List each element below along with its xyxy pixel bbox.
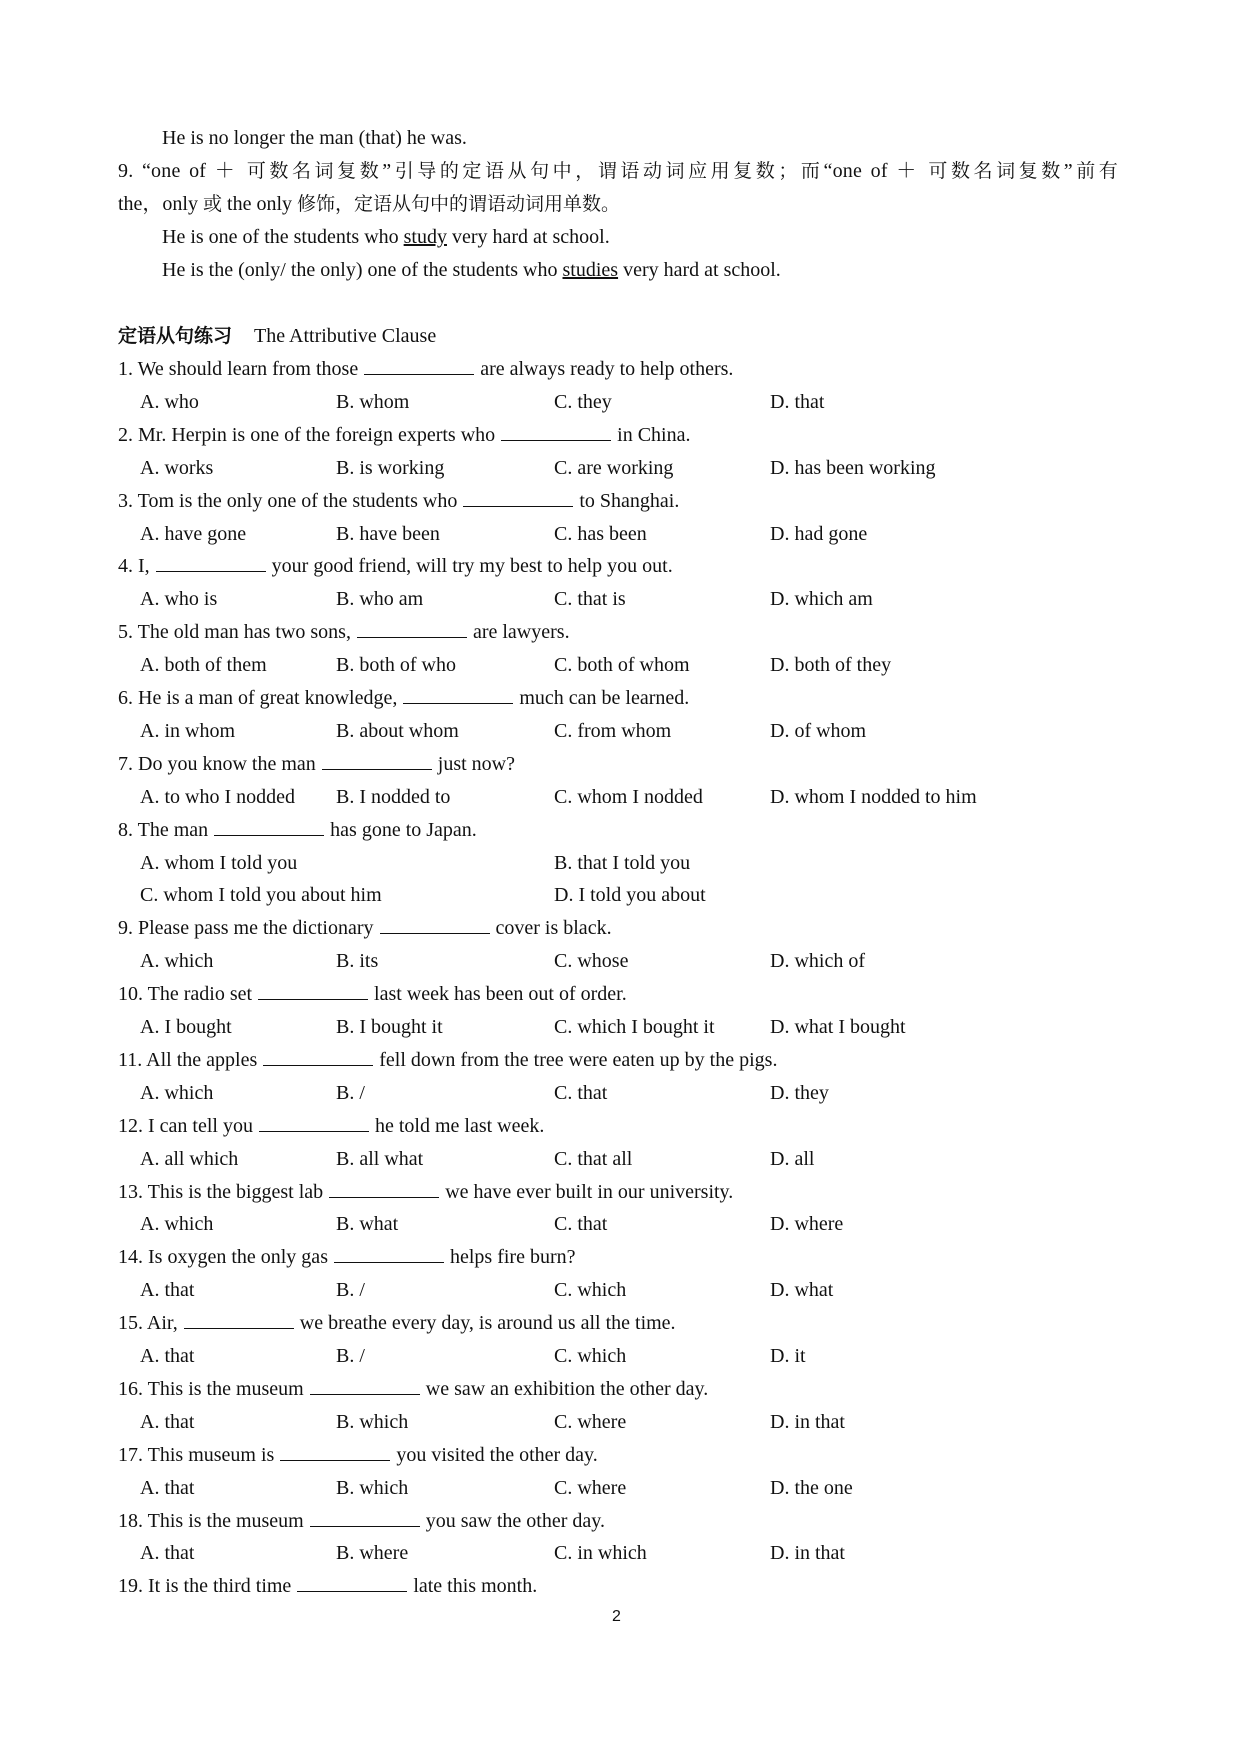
answer-blank[interactable]	[156, 553, 266, 572]
option-b[interactable]: B. where	[336, 1542, 409, 1564]
option-a[interactable]: A. whom I told you	[140, 852, 298, 874]
question-2	[118, 421, 690, 449]
question-stem-end: you saw the other day.	[425, 1510, 605, 1532]
option-d[interactable]: D. in that	[770, 1542, 845, 1564]
rule-text: ”	[1063, 160, 1073, 182]
option-c[interactable]: C. whom I nodded	[554, 786, 703, 808]
rule-9-example-1	[162, 223, 610, 251]
intro-example-line: He is no longer the man (that) he was.	[162, 127, 467, 149]
section-title-zh: 定语从句练习	[118, 325, 233, 347]
option-c[interactable]: C. both of whom	[554, 654, 690, 676]
option-b[interactable]: B. whom	[336, 391, 410, 413]
question-stem-end: we have ever built in our university.	[445, 1181, 734, 1203]
option-b[interactable]: B. its	[336, 950, 379, 972]
question-stem: 15. Air,	[118, 1312, 178, 1334]
option-b[interactable]: B. /	[336, 1082, 365, 1104]
question-12	[118, 1112, 544, 1140]
answer-blank[interactable]	[297, 1573, 407, 1592]
answer-blank[interactable]	[403, 685, 513, 704]
question-stem: 17. This museum is	[118, 1444, 275, 1466]
option-d[interactable]: D. of whom	[770, 720, 867, 742]
rule-text-zh: 可数名词复数	[928, 160, 1064, 182]
question-stem: 16. This is the museum	[118, 1378, 304, 1400]
question-stem: 12. I can tell you	[118, 1115, 253, 1137]
answer-blank[interactable]	[263, 1047, 373, 1066]
option-a[interactable]: A. that	[140, 1477, 195, 1499]
question-stem-end: has gone to Japan.	[330, 819, 477, 841]
question-14	[118, 1243, 576, 1271]
answer-blank[interactable]	[259, 1113, 369, 1132]
question-stem: 4. I,	[118, 555, 150, 577]
option-d[interactable]: D. it	[770, 1345, 806, 1367]
option-b[interactable]: B. which	[336, 1477, 409, 1499]
option-a[interactable]: A. which	[140, 1082, 214, 1104]
option-d[interactable]: D. all	[770, 1148, 815, 1170]
question-stem: 5. The old man has two sons,	[118, 621, 351, 643]
question-stem-end: are always ready to help others.	[480, 358, 734, 380]
option-b[interactable]: B. which	[336, 1411, 409, 1433]
answer-blank[interactable]	[357, 619, 467, 638]
option-b[interactable]: B. I bought it	[336, 1016, 443, 1038]
question-13	[118, 1178, 733, 1206]
question-15	[118, 1309, 676, 1337]
rule-text: 9. “one of ＋	[118, 160, 247, 182]
option-b[interactable]: B. /	[336, 1345, 365, 1367]
option-b[interactable]: B. who am	[336, 588, 424, 610]
option-c[interactable]: C. has been	[554, 523, 647, 545]
option-c[interactable]: C. which	[554, 1345, 627, 1367]
question-stem-end: are lawyers.	[472, 621, 570, 643]
option-a[interactable]: A. have gone	[140, 523, 247, 545]
option-a[interactable]: A. who is	[140, 588, 218, 610]
option-d[interactable]: D. where	[770, 1213, 844, 1235]
option-d[interactable]: D. the one	[770, 1477, 853, 1499]
option-c[interactable]: C. they	[554, 391, 612, 413]
option-b[interactable]: B. that I told you	[554, 852, 691, 874]
option-d[interactable]: D. that	[770, 391, 825, 413]
question-stem: 9. Please pass me the dictionary	[118, 917, 374, 939]
rule-text-zh: 可数名词复数	[246, 160, 383, 182]
question-stem-end: we breathe every day, is around us all the time.	[299, 1312, 676, 1334]
option-c[interactable]: C. where	[554, 1411, 627, 1433]
question-stem-end: you visited the other day.	[396, 1444, 598, 1466]
option-c[interactable]: C. which I bought it	[554, 1016, 715, 1038]
rule-text: the，only	[118, 193, 203, 215]
answer-blank[interactable]	[214, 817, 324, 836]
option-b[interactable]: B. what	[336, 1213, 399, 1235]
option-c[interactable]: C. are working	[554, 457, 674, 479]
option-a[interactable]: A. who	[140, 391, 199, 413]
rule-text-zh: 引导的定语从句中，谓语动词应用复数；而	[391, 160, 824, 182]
question-stem-end: in China.	[617, 424, 691, 446]
question-stem-end: helps fire burn?	[449, 1246, 576, 1268]
question-stem: 7. Do you know the man	[118, 753, 316, 775]
rule-text-zh: 修饰，定语从句中的谓语动词用单数。	[297, 193, 621, 215]
option-c[interactable]: C. in which	[554, 1542, 647, 1564]
option-b[interactable]: B. I nodded to	[336, 786, 451, 808]
answer-blank[interactable]	[463, 488, 573, 507]
rule-9-example-2	[162, 256, 781, 284]
option-d[interactable]: D. what I bought	[770, 1016, 906, 1038]
question-17	[118, 1441, 598, 1469]
question-stem: 14. Is oxygen the only gas	[118, 1246, 328, 1268]
option-d[interactable]: D. they	[770, 1082, 829, 1104]
option-c[interactable]: C. which	[554, 1279, 627, 1301]
option-a[interactable]: A. that	[140, 1542, 195, 1564]
question-3	[118, 487, 679, 515]
option-a[interactable]: A. which	[140, 950, 214, 972]
option-a[interactable]: A. that	[140, 1345, 195, 1367]
question-stem: 8. The man	[118, 819, 209, 841]
option-d[interactable]: D. which of	[770, 950, 865, 972]
option-c[interactable]: C. that	[554, 1082, 608, 1104]
option-b[interactable]: B. both of who	[336, 654, 456, 676]
answer-blank[interactable]	[380, 915, 490, 934]
option-d[interactable]: D. which am	[770, 588, 873, 610]
option-b[interactable]: B. is working	[336, 457, 445, 479]
question-stem: 11. All the apples	[118, 1049, 258, 1071]
question-stem: 1. We should learn from those	[118, 358, 359, 380]
option-a[interactable]: A. both of them	[140, 654, 267, 676]
option-d[interactable]: D. I told you about	[554, 884, 706, 906]
underlined-verb: studies	[562, 259, 619, 281]
option-d[interactable]: D. has been working	[770, 457, 936, 479]
example-text: He is the (only/ the only) one of the students who	[162, 259, 563, 281]
option-c[interactable]: C. that	[554, 1213, 608, 1235]
option-d[interactable]: D. had gone	[770, 523, 868, 545]
question-9	[118, 914, 612, 942]
rule-text: the only	[222, 193, 298, 215]
question-18	[118, 1507, 605, 1535]
question-stem-end: much can be learned.	[519, 687, 690, 709]
question-stem: 13. This is the biggest lab	[118, 1181, 324, 1203]
example-text: He is one of the students who	[162, 226, 404, 248]
option-a[interactable]: A. in whom	[140, 720, 235, 742]
option-b[interactable]: B. all what	[336, 1148, 424, 1170]
page-number: 2	[612, 1608, 621, 1625]
answer-blank[interactable]	[310, 1508, 420, 1527]
option-c[interactable]: C. from whom	[554, 720, 672, 742]
question-4	[118, 552, 673, 580]
answer-blank[interactable]	[322, 751, 432, 770]
answer-blank[interactable]	[258, 981, 368, 1000]
option-c[interactable]: C. whose	[554, 950, 629, 972]
underlined-verb: study	[403, 226, 447, 248]
answer-blank[interactable]	[364, 356, 474, 375]
rule-9-line-1	[118, 157, 1118, 185]
question-stem-end: last week has been out of order.	[374, 983, 627, 1005]
answer-blank[interactable]	[280, 1442, 390, 1461]
question-stem: 19. It is the third time	[118, 1575, 292, 1597]
question-1	[118, 355, 733, 383]
question-stem-end: your good friend, will try my best to help you out.	[271, 555, 673, 577]
rule-text-zh: 或	[203, 193, 223, 215]
section-title-en: The Attributive Clause	[254, 325, 437, 347]
rule-text: “one of ＋	[823, 160, 929, 182]
question-stem: 10. The radio set	[118, 983, 253, 1005]
question-stem-end: fell down from the tree were eaten up by the pigs.	[379, 1049, 778, 1071]
rule-text: ”	[382, 160, 392, 182]
answer-blank[interactable]	[501, 422, 611, 441]
question-stem-end: we saw an exhibition the other day.	[425, 1378, 709, 1400]
question-stem-end: he told me last week.	[374, 1115, 545, 1137]
question-8	[118, 816, 477, 844]
question-10	[118, 980, 627, 1008]
question-5	[118, 618, 570, 646]
question-stem-end: cover is black.	[495, 917, 612, 939]
question-stem-end: to Shanghai.	[579, 490, 680, 512]
question-stem: 2. Mr. Herpin is one of the foreign experts who	[118, 424, 496, 446]
question-stem-end: just now?	[437, 753, 515, 775]
answer-blank[interactable]	[334, 1244, 444, 1263]
question-11	[118, 1046, 777, 1074]
option-d[interactable]: D. what	[770, 1279, 834, 1301]
option-a[interactable]: A. works	[140, 457, 214, 479]
example-text: very hard at school.	[446, 226, 610, 248]
question-stem: 6. He is a man of great knowledge,	[118, 687, 398, 709]
option-d[interactable]: D. in that	[770, 1411, 845, 1433]
answer-blank[interactable]	[310, 1376, 420, 1395]
rule-9-line-2	[118, 190, 620, 218]
option-a[interactable]: A. I bought	[140, 1016, 232, 1038]
option-a[interactable]: A. all which	[140, 1148, 239, 1170]
option-b[interactable]: B. /	[336, 1279, 365, 1301]
question-19	[118, 1572, 537, 1600]
option-a[interactable]: A. to who I nodded	[140, 786, 295, 808]
option-a[interactable]: A. that	[140, 1279, 195, 1301]
answer-blank[interactable]	[184, 1310, 294, 1329]
question-6	[118, 684, 689, 712]
option-d[interactable]: D. whom I nodded to him	[770, 786, 977, 808]
option-b[interactable]: B. have been	[336, 523, 440, 545]
example-text: very hard at school.	[618, 259, 781, 281]
option-a[interactable]: A. which	[140, 1213, 214, 1235]
question-7	[118, 750, 515, 778]
section-title	[118, 322, 436, 350]
option-c[interactable]: C. where	[554, 1477, 627, 1499]
option-a[interactable]: A. that	[140, 1411, 195, 1433]
question-stem: 18. This is the museum	[118, 1510, 304, 1532]
option-c[interactable]: C. that is	[554, 588, 626, 610]
option-c[interactable]: C. whom I told you about him	[140, 884, 382, 906]
question-16	[118, 1375, 708, 1403]
option-d[interactable]: D. both of they	[770, 654, 892, 676]
answer-blank[interactable]	[329, 1179, 439, 1198]
option-b[interactable]: B. about whom	[336, 720, 459, 742]
rule-text-zh: 前有	[1072, 160, 1119, 182]
question-stem: 3. Tom is the only one of the students who	[118, 490, 458, 512]
question-stem-end: late this month.	[413, 1575, 538, 1597]
option-c[interactable]: C. that all	[554, 1148, 633, 1170]
